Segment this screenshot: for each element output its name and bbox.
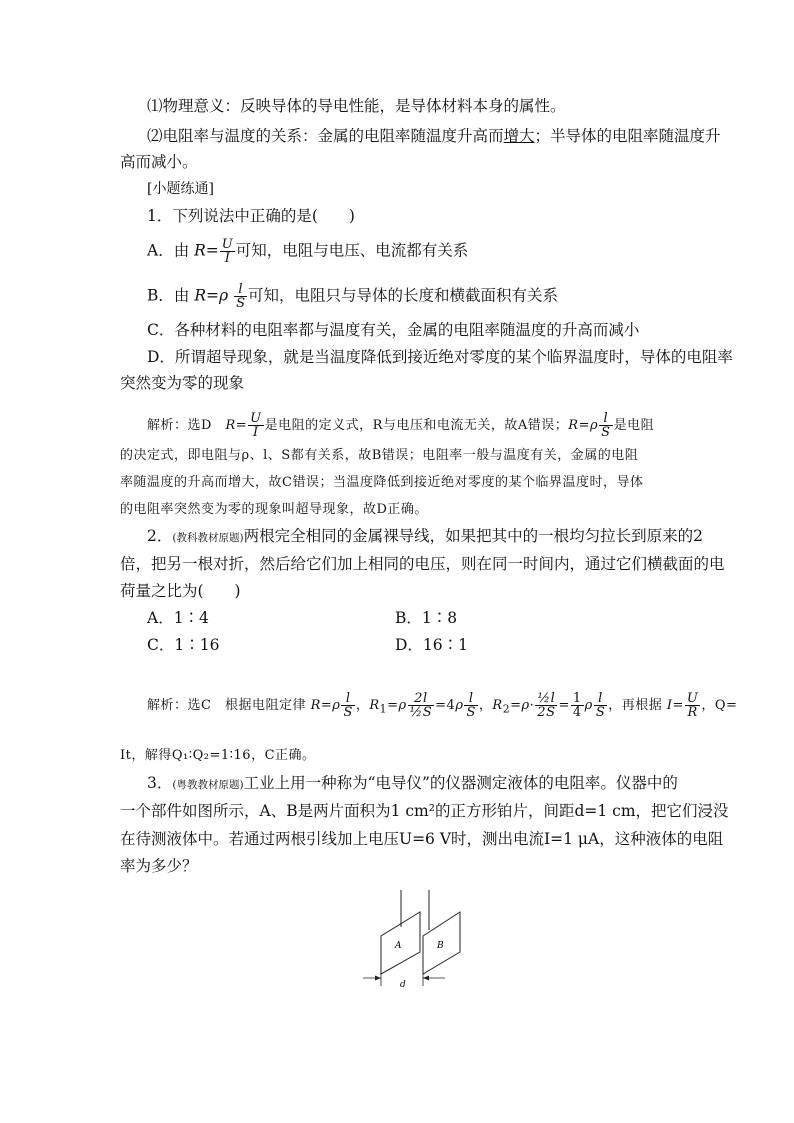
q2-option-c: C．1∶16: [147, 636, 220, 654]
q1-solution-line4: 的电阻率突然变为零的现象叫超导现象，故D正确。: [120, 502, 428, 517]
q3-stem-line2: 一个部件如图所示，A、B是两片面积为1 cm²的正方形铂片，间距d=1 cm，把它们浸没: [120, 802, 729, 820]
fraction-2l-over-half-s: $\frac{2l}{\text{½S}}$: [409, 691, 433, 720]
q1-solution-line2: 的决定式，即电阻与ρ、l、S都有关系，故B错误；电阻率一般与温度有关，金属的电阻: [120, 448, 639, 463]
q3-stem: 3．(粤教教材原题)工业上用一种称为“电导仪”的仪器测定液体的电阻率。仪器中的: [147, 774, 678, 792]
q3-stem-line4: 率为多少？: [120, 857, 198, 875]
q1-option-c: C．各种材料的电阻率都与温度有关，金属的电阻率随温度的升高而减小: [147, 321, 640, 339]
plate-a-label: A: [395, 941, 402, 951]
q2-option-a: A．1∶4: [147, 609, 209, 627]
q1-option-d-cont: 突然变为零的现象: [120, 374, 245, 392]
source-tag: (粤教教材原题): [172, 779, 244, 791]
q2-stem-line2: 倍，把另一根对折，然后给它们加上相同的电压，则在同一时间内，通过它们横截面的电: [120, 555, 725, 573]
para-resistivity-cont: 高而减小。: [120, 153, 198, 171]
q2-solution-line2: It，解得Q₁∶Q₂=1∶16，C正确。: [120, 748, 316, 763]
para-resistivity-temperature: ⑵电阻率与温度的关系：金属的电阻率随温度升高而增大；半导体的电阻率随温度升: [147, 127, 721, 145]
q1-solution-line3: 率随温度的升高而增大，故C错误；当温度降低到接近绝对零度的某个临界温度时，导体: [120, 475, 644, 490]
fraction-u-over-i: $\frac{U}{I}$: [221, 237, 233, 266]
source-tag: (教科教材原题): [172, 532, 244, 544]
q1-option-b: B．由 R=ρ $\frac{l}{S}$ 可知，电阻只与导体的长度和横截面积有关系: [147, 282, 558, 311]
para-physical-meaning: ⑴物理意义：反映导体的导电性能，是导体材料本身的属性。: [147, 97, 566, 115]
platinum-plates-figure: [355, 882, 465, 990]
q1-solution: 解析：选D R= $\frac{U}{I}$ 是电阻的定义式，R与电压和电流无关，故A错误；R=ρ $\frac{l}{S}$ 是电阻: [147, 411, 655, 440]
q2-stem-line3: 荷量之比为( ): [120, 582, 241, 600]
q2-stem: 2．(教科教材原题)两根完全相同的金属裸导线，如果把其中的一根均匀拉长到原来的2: [147, 527, 703, 545]
q3-stem-line3: 在待测液体中。若通过两根引线加上电压U=6 V时，测出电流I=1 μA，这种液体的电阻: [120, 830, 724, 848]
q2-solution: 解析：选C 根据电阻定律 R=ρ $\frac{l}{S}$ ，$R_1=\rho$ $\frac{2l}{\text{½S}}$ =4ρ $\frac{l}{S}$ ，$R_2=\rho\cdot$ $\frac{\text{½l}}{2S}$ = $\frac{1}{4}$ ρ $\frac{l}{S}$ ，再根据 I= $\frac{U}{R}$ ，Q=: [147, 691, 738, 720]
q1-stem: 1．下列说法中正确的是( ): [147, 207, 355, 225]
q1-option-d: D．所谓超导现象，就是当温度降低到接近绝对零度的某个临界温度时，导体的电阻率: [147, 348, 733, 366]
plate-b-label: B: [437, 941, 444, 951]
section-heading: [小题练通]: [147, 181, 214, 197]
fraction-half-l-over-2s: $\frac{\text{½l}}{2S}$: [537, 691, 556, 720]
q1-option-a: A．由 R= $\frac{U}{I}$ 可知，电阻与电压、电流都有关系: [147, 237, 469, 266]
underlined-word: 增大: [503, 127, 535, 145]
q2-option-b: B．1∶8: [395, 609, 458, 627]
distance-label: d: [400, 980, 406, 990]
fraction-l-over-s: $\frac{l}{S}$: [236, 282, 245, 311]
q2-option-d: D．16∶1: [395, 636, 469, 654]
